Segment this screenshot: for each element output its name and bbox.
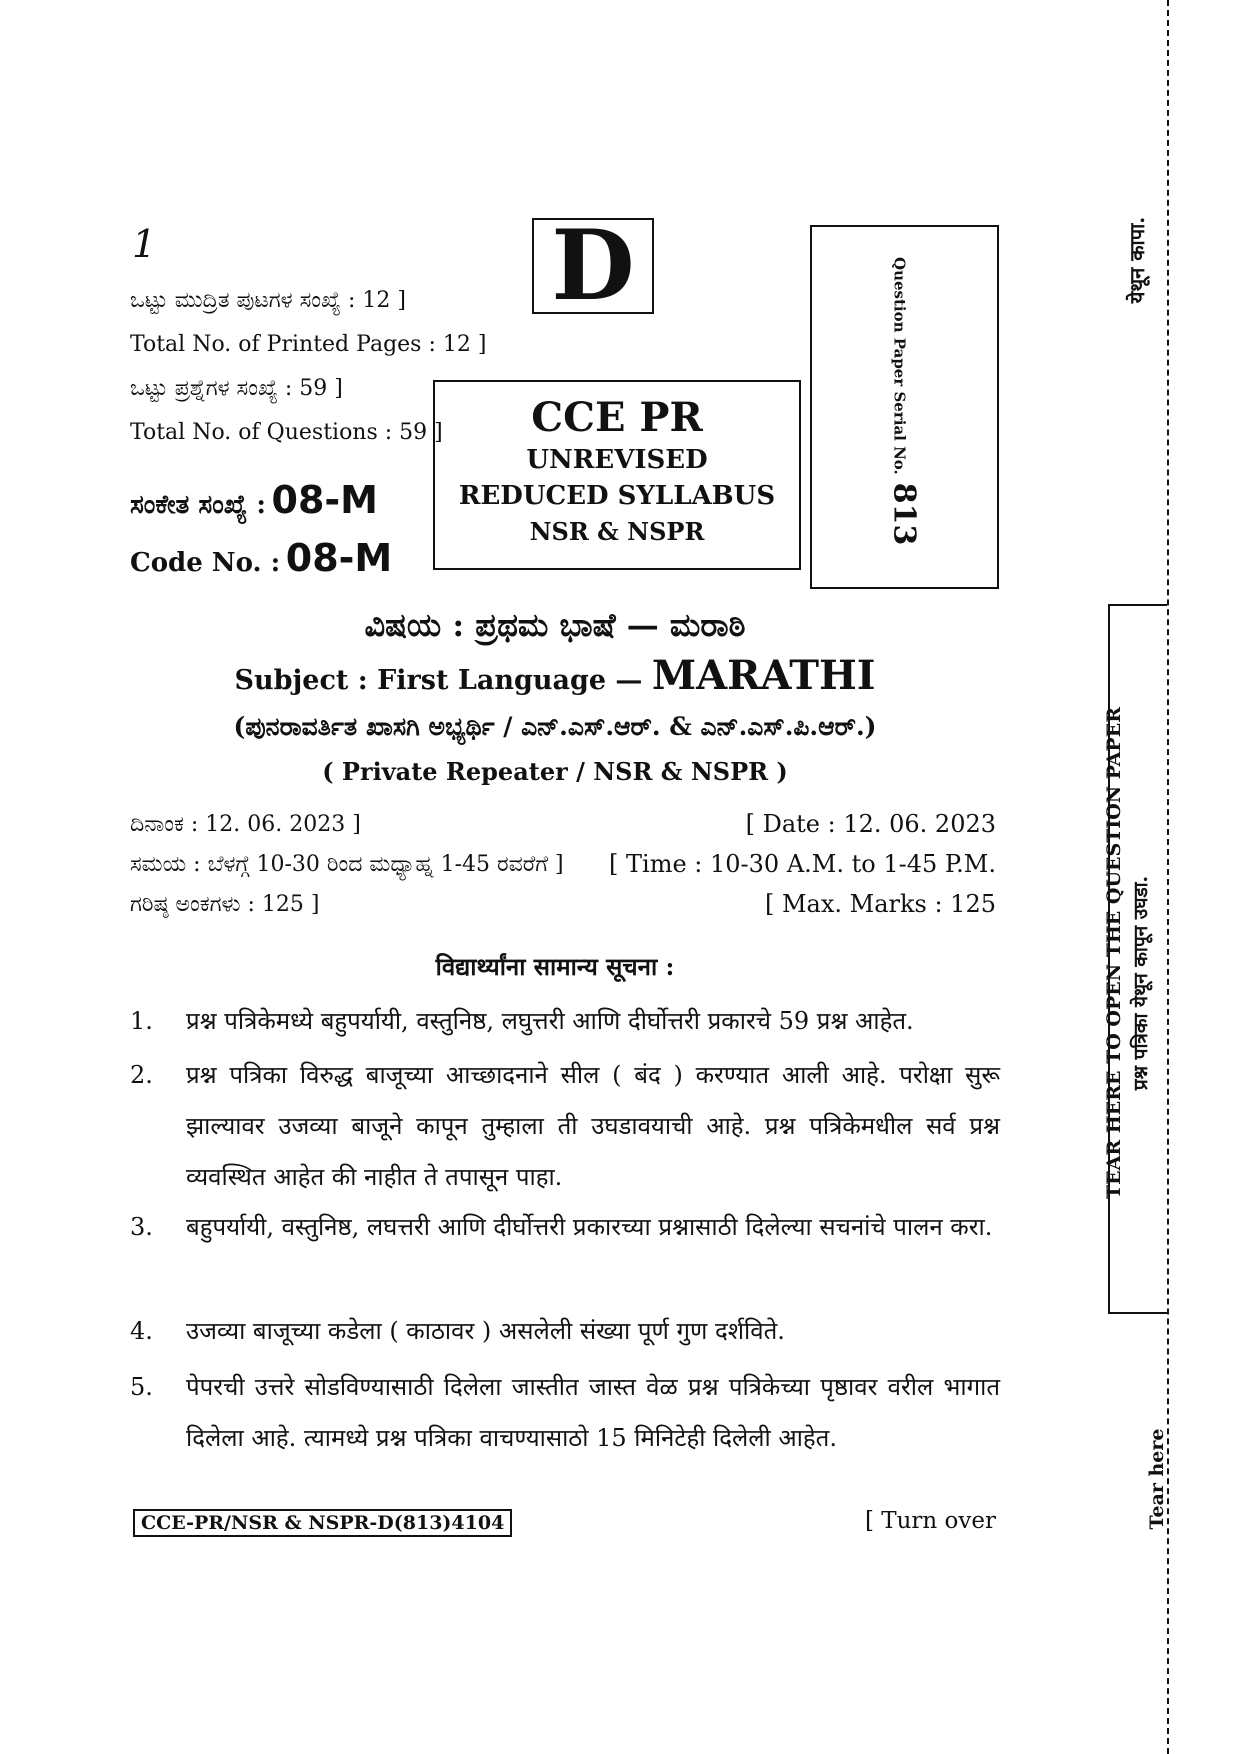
version-letter-box: D	[532, 218, 654, 314]
instruction-text: बहुपर्यायी, वस्तुनिष्ठ, लघत्तरी आणि दीर्घोत्तरी प्रकारच्या प्रश्नासाठी दिलेल्या सचनांचे पालन करा.	[186, 1213, 993, 1241]
printed-pages-kannada: ಒಟ್ಟು ಮುದ್ರಿತ ಪುಟಗಳ ಸಂಖ್ಯೆ : 12 ]	[130, 288, 406, 313]
exam-line-1: CCE PR	[531, 394, 703, 441]
instruction-number: 2.	[130, 1061, 153, 1089]
code-value-english: 08-M	[285, 536, 393, 580]
marks-english: [ Max. Marks : 125	[764, 890, 996, 918]
instruction-item	[130, 1306, 1000, 1357]
serial-value: 813	[886, 482, 922, 546]
instruction-item	[130, 1202, 1000, 1253]
subject-kannada: ವಿಷಯ : ಪ್ರಥಮ ಭಾಷೆ — ಮರಾಠಿ	[364, 606, 746, 644]
code-label-kannada: ಸಂಕೇತ ಸಂಖ್ಯೆ :	[130, 490, 266, 520]
code-label-english: Code No. :	[130, 548, 281, 578]
instruction-number: 3.	[130, 1213, 153, 1241]
code-number-kannada	[130, 478, 378, 522]
instruction-text: प्रश्न पत्रिकेमध्ये बहुपर्यायी, वस्तुनिष्ठ, लघुत्तरी आणि दीर्घोत्तरी प्रकारचे 59 प्रश्न आहेत.	[186, 1007, 914, 1035]
time-english: [ Time : 10-30 A.M. to 1-45 P.M.	[609, 850, 996, 878]
total-questions-kannada: ಒಟ್ಟು ಪ್ರಶ್ನೆಗಳ ಸಂಖ್ಯೆ : 59 ]	[130, 376, 343, 401]
date-english: [ Date : 12. 06. 2023	[745, 810, 996, 838]
instruction-number: 5.	[130, 1373, 153, 1401]
marks-kannada: ಗರಿಷ್ಠ ಅಂಕಗಳು : 125 ]	[130, 892, 320, 917]
tear-here-text: Tear here	[1146, 1428, 1168, 1530]
exam-line-2: UNREVISED	[526, 445, 708, 475]
time-kannada: ಸಮಯ : ಬೆಳಗ್ಗೆ 10-30 ರಿಂದ ಮಧ್ಯಾಹ್ನ 1-45 ರವರೆಗೆ ]	[130, 852, 564, 877]
footer-paper-code: CCE-PR/NSR & NSPR-D(813)4104	[133, 1509, 512, 1537]
instruction-number: 4.	[130, 1317, 153, 1345]
serial-number	[887, 257, 922, 545]
category-english: ( Private Repeater / NSR & NSPR )	[322, 757, 788, 786]
subject-prefix: Subject : First Language —	[234, 665, 643, 696]
category-kannada: (ಪುನರಾವರ್ತಿತ ಖಾಸಗಿ ಅಭ್ಯರ್ಥಿ / ಎನ್.ಎಸ್.ಆರ್. & ಎನ್.ಎಸ್.ಪಿ.ಆರ್.)	[233, 712, 877, 741]
instruction-text: प्रश्न पत्रिका विरुद्ध बाजूच्या आच्छादनाने सील ( बंद ) करण्यात आली आहे. परोक्षा सुरू झाल्यावर उजव्या बाजूने कापून तुम्हाला ती उघडावयाची आहे. प्रश्न पत्रिकेमधील सर्व प्रश्न व्यवस्थित आहेत की नाहीत ते तपासून पाहा.	[186, 1061, 1000, 1191]
tear-instruction-english: TEAR HERE TO OPEN THE QUESTION PAPER	[1103, 707, 1125, 1199]
instruction-text: पेपरची उत्तरे सोडविण्यासाठी दिलेला जास्तीत जास्त वेळ प्रश्न पत्रिकेच्या पृष्ठावर वरील भागात दिलेला आहे. त्यामध्ये प्रश्न पत्रिका वाचण्यासाठो 15 मिनिटेही दिलेली आहेत.	[186, 1373, 1000, 1452]
instructions-title: विद्यार्थ्यांना सामान्य सूचना :	[435, 952, 675, 981]
turn-over: [ Turn over	[864, 1508, 996, 1534]
instruction-number: 1.	[130, 1007, 153, 1035]
instruction-text: उजव्या बाजूच्या कडेला ( काठावर ) असलेली संख्या पूर्ण गुण दर्शविते.	[186, 1317, 785, 1345]
total-questions-english: Total No. of Questions : 59 ]	[130, 420, 443, 445]
exam-line-4: NSR & NSPR	[529, 517, 705, 546]
tear-instruction-marathi: प्रश्न पत्रिका येथून कापून उघडा.	[1130, 875, 1152, 1091]
subject-name: MARATHI	[651, 652, 876, 699]
instruction-item	[130, 996, 1000, 1047]
subject-english	[0, 652, 1110, 699]
instruction-item	[130, 1050, 1000, 1203]
instruction-item	[130, 1362, 1000, 1464]
printed-pages-english: Total No. of Printed Pages : 12 ]	[130, 332, 487, 357]
code-number-english	[130, 536, 392, 580]
code-value-kannada: 08-M	[271, 478, 378, 522]
exam-type-box	[433, 380, 801, 570]
serial-label: Question Paper Serial No.	[890, 257, 909, 475]
page-number: 1	[132, 222, 157, 266]
exam-line-3: REDUCED SYLLABUS	[458, 481, 776, 511]
serial-number-box	[810, 225, 999, 589]
date-kannada: ದಿನಾಂಕ : 12. 06. 2023 ]	[130, 812, 361, 837]
cut-here-text: येथून कापा.	[1125, 216, 1149, 304]
